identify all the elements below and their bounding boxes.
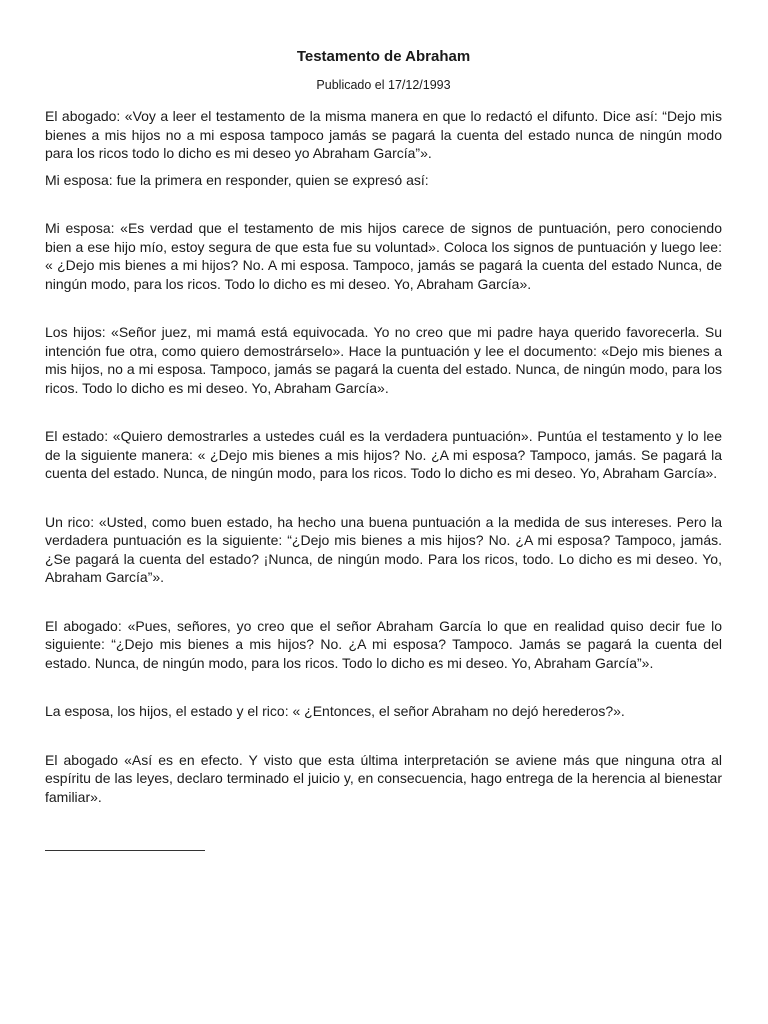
document-title: Testamento de Abraham: [296, 48, 471, 65]
paragraph-esposa: Mi esposa: «Es verdad que el testamento de mis hijos carece de signos de puntuación, pero conociendo bien a ese hijo mío, estoy segura de que esta fue su voluntad». Coloca los signos de puntuación y luego lee: « ¿Dejo mis bienes a mi hijos? No. A mi esposa. Tampoco, jamás se pagará la cuenta del estado Nunca, de ningún modo, para los ricos. Todo lo dicho es mi deseo. Yo, Abraham García».: [45, 220, 722, 292]
paragraph-rico: Un rico: «Usted, como buen estado, ha hecho una buena puntuación a la medida de sus intereses. Pero la verdadera puntuación es la siguiente: “¿Dejo mis bienes a mis hijos? No. ¿A mi esposa? Tampoco, jamás. ¿Se pagará la cuenta del estado? ¡Nunca, de ningún modo. Para los ricos, todo. Lo dicho es mi deseo. Yo, Abraham García”».: [45, 513, 722, 585]
paragraph-abogado-interpretacion: El abogado: «Pues, señores, yo creo que el señor Abraham García lo que en realidad quiso decir fue lo siguiente: “¿Dejo mis bienes a mis hijos? No. ¿A mi esposa? Tampoco. Jamás se pagará la cuenta del estado. Nunca, de ningún modo, para los ricos. Todo lo dicho es mi deseo. Yo, Abraham García”».: [45, 617, 722, 671]
paragraph-abogado-conclusion: El abogado «Así es en efecto. Y visto que esta última interpretación se aviene más que ninguna otra al espíritu de las leyes, declaro terminado el juicio y, en consecuencia, hago entrega de la herencia al bienestar familiar».: [45, 751, 722, 805]
paragraph-estado: El estado: «Quiero demostrarles a ustedes cuál es la verdadera puntuación». Puntúa el testamento y lo lee de la siguiente manera: « ¿Dejo mis bienes a mis hijos? No. ¿A mi esposa? Tampoco, jamás. Se pagará la cuenta del estado. Nunca, de ningún modo, para los ricos. Todo lo dicho es mi deseo. Yo, Abraham García».: [45, 428, 722, 481]
paragraph-hijos: Los hijos: «Señor juez, mi mamá está equivocada. Yo no creo que mi padre haya querido favorecerla. Su intención fue otra, como quiero demostrárselo». Hace la puntuación y lee el documento: «Dejo mis bienes a mis hijos, no a mi esposa. Tampoco, jamás se pagará la cuenta del estado. Nunca, de ningún modo, para los ricos. Todo lo dicho es mi deseo. Yo, Abraham García».: [45, 324, 722, 396]
paragraph-esposa-intro: Mi esposa: fue la primera en responder, quien se expresó así:: [45, 171, 429, 188]
paragraph-pregunta-herederos: La esposa, los hijos, el estado y el rico: « ¿Entonces, el señor Abraham no dejó herederos?».: [45, 703, 625, 719]
signature-line: [45, 850, 205, 851]
paragraph-abogado-intro: El abogado: «Voy a leer el testamento de la misma manera en que lo redactó el difunto. Dice así: “Dejo mis bienes a mis hijos no a mi esposa tampoco jamás se pagará la cuenta del estado nunca de ningún modo para los ricos todo lo dicho es mi deseo yo Abraham García”».: [45, 108, 722, 161]
publication-date: Publicado el 17/12/1993: [316, 78, 451, 92]
